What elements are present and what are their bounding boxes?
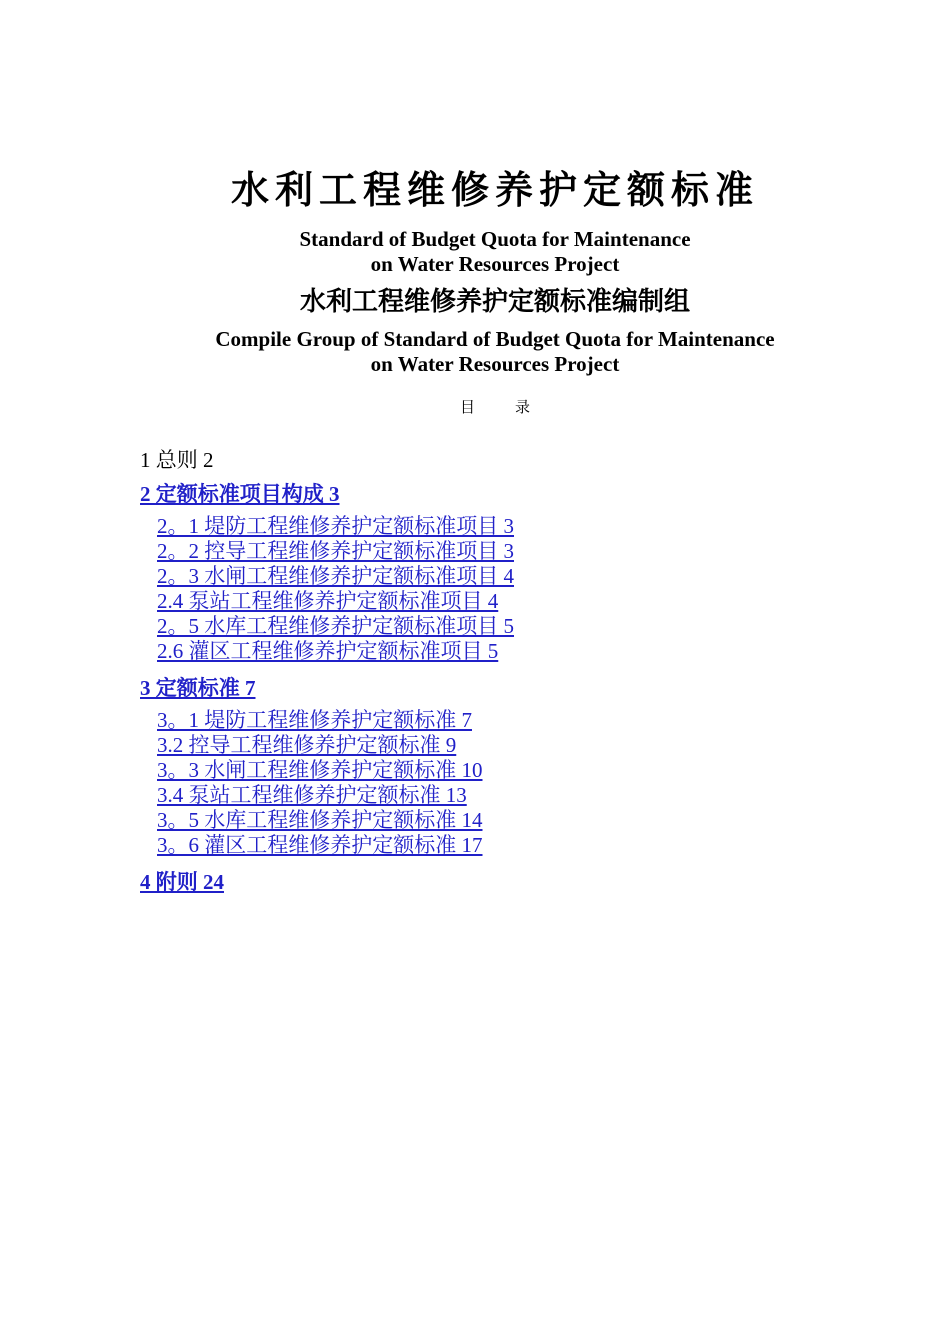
toc-link-2-1[interactable]: 2。1 堤防工程维修养护定额标准项目 3 (157, 514, 514, 538)
document-title-english-line2: on Water Resources Project (370, 252, 620, 276)
toc-link-2-5[interactable]: 2。5 水库工程维修养护定额标准项目 5 (157, 614, 514, 638)
toc-heading-char-2: 录 (515, 398, 531, 416)
toc-link-3-4[interactable]: 3.4 泵站工程维修养护定额标准 13 (157, 783, 467, 807)
table-of-contents (140, 446, 900, 902)
document-title-english (0, 227, 950, 277)
toc-link-3-1[interactable]: 3。1 堤防工程维修养护定额标准 7 (157, 708, 472, 732)
toc-chapter-2-link[interactable]: 2 定额标准项目构成 3 (140, 482, 340, 506)
toc-link-2-2[interactable]: 2。2 控导工程维修养护定额标准项目 3 (157, 539, 514, 563)
toc-chapter-2-group (140, 480, 900, 664)
toc-link-2-4[interactable]: 2.4 泵站工程维修养护定额标准项目 4 (157, 589, 499, 613)
toc-link-2-3[interactable]: 2。3 水闸工程维修养护定额标准项目 4 (157, 564, 514, 588)
document-title: 水利工程维修养护定额标准 (230, 168, 759, 212)
toc-chapter-3-group (140, 674, 900, 858)
compile-group-english-line2: on Water Resources Project (370, 352, 620, 376)
toc-link-3-3[interactable]: 3。3 水闸工程维修养护定额标准 10 (157, 758, 483, 782)
compile-group-english (0, 327, 950, 377)
toc-link-2-6[interactable]: 2.6 灌区工程维修养护定额标准项目 5 (157, 639, 499, 663)
toc-chapter-1: 1 总则 2 (140, 448, 214, 472)
toc-heading (0, 397, 950, 417)
toc-chapter-3-link[interactable]: 3 定额标准 7 (140, 676, 256, 700)
compile-group-english-line1: Compile Group of Standard of Budget Quota for Maintenance (215, 327, 775, 351)
toc-link-3-6[interactable]: 3。6 灌区工程维修养护定额标准 17 (157, 833, 483, 857)
toc-link-3-5[interactable]: 3。5 水库工程维修养护定额标准 14 (157, 808, 483, 832)
toc-link-3-2[interactable]: 3.2 控导工程维修养护定额标准 9 (157, 733, 457, 757)
toc-chapter-4-link[interactable]: 4 附则 24 (140, 870, 224, 894)
compile-group-title: 水利工程维修养护定额标准编制组 (299, 287, 690, 317)
document-title-english-line1: Standard of Budget Quota for Maintenance (299, 227, 691, 251)
toc-heading-char-1: 目 (459, 398, 475, 416)
